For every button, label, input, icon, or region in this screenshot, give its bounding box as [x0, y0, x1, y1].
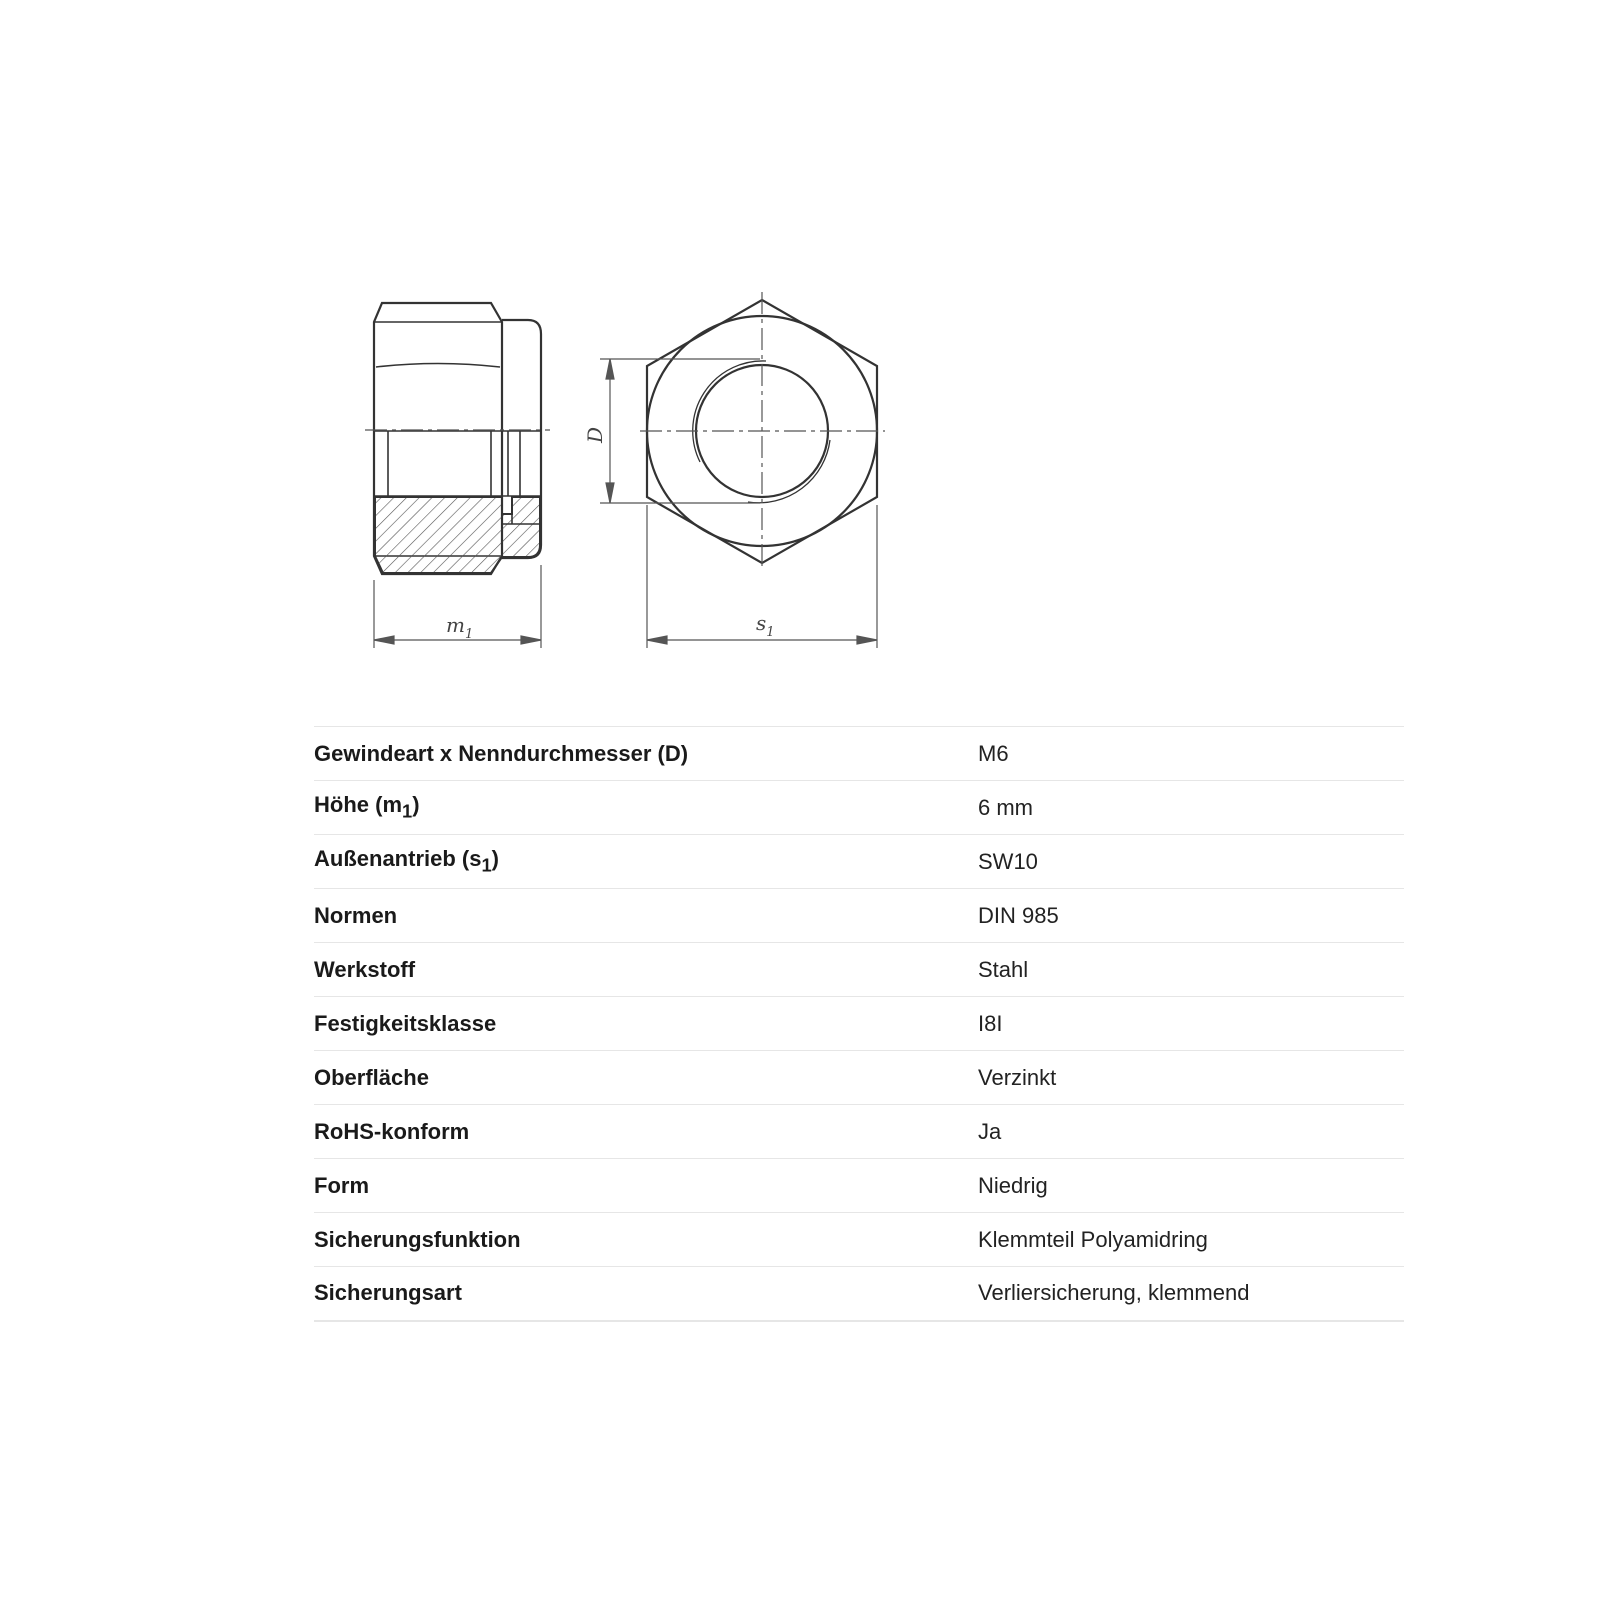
- spec-label: [314, 781, 978, 835]
- spec-table: [314, 726, 1404, 1322]
- spec-label-subscript: 1: [402, 800, 413, 822]
- spec-label-text: Festigkeitsklasse: [314, 1010, 497, 1036]
- spec-label: [314, 1051, 978, 1105]
- spec-value: SW10: [978, 848, 1038, 874]
- spec-value: Verliersicherung, klemmend: [978, 1280, 1250, 1306]
- spec-value: Stahl: [978, 956, 1029, 982]
- dimension-label-d: D: [583, 426, 607, 443]
- spec-label: [314, 889, 978, 943]
- spec-label: [314, 1105, 978, 1159]
- spec-row: [314, 1267, 1404, 1321]
- spec-label-text: Werkstoff: [314, 956, 416, 982]
- spec-label: [314, 1267, 978, 1321]
- spec-label-text: Höhe (m: [314, 792, 402, 818]
- spec-value: Ja: [978, 1118, 1002, 1144]
- spec-label-text: Sicherungsart: [314, 1280, 462, 1306]
- section-hatch: [375, 497, 540, 573]
- spec-row: [314, 1051, 1404, 1105]
- spec-label-text: Gewindeart x Nenndurchmesser (D): [314, 740, 689, 766]
- spec-label-text: Außenantrieb (s: [314, 846, 482, 872]
- spec-value: M6: [978, 740, 1009, 766]
- spec-value: Klemmteil Polyamidring: [978, 1226, 1208, 1252]
- front-centerlines: [640, 292, 885, 570]
- spec-value: 6 mm: [978, 794, 1033, 820]
- spec-row: [314, 1105, 1404, 1159]
- spec-label: [314, 1213, 978, 1267]
- spec-label: [314, 997, 978, 1051]
- nut-technical-drawing: [0, 0, 1600, 700]
- spec-label-text: Normen: [314, 902, 398, 928]
- spec-label: [314, 727, 978, 781]
- spec-row: [314, 1213, 1404, 1267]
- spec-row: [314, 1159, 1404, 1213]
- spec-value: DIN 985: [978, 902, 1059, 928]
- spec-label-suffix: ): [412, 792, 420, 818]
- spec-row: [314, 943, 1404, 997]
- spec-value: I8I: [978, 1010, 1003, 1036]
- spec-label-text: Sicherungsfunktion: [314, 1226, 521, 1252]
- spec-value: Niedrig: [978, 1172, 1048, 1198]
- spec-label: [314, 1159, 978, 1213]
- dimension-label-m1: $m_1$: [446, 613, 474, 642]
- spec-row: [314, 835, 1404, 889]
- spec-label: [314, 835, 978, 889]
- spec-label-subscript: 1: [481, 854, 492, 876]
- spec-label-text: Oberfläche: [314, 1064, 429, 1090]
- spec-label-text: RoHS-konform: [314, 1118, 470, 1144]
- spec-label-text: Form: [314, 1172, 369, 1198]
- spec-label: [314, 943, 978, 997]
- spec-label-suffix: ): [491, 846, 499, 872]
- spec-row: [314, 781, 1404, 835]
- spec-row: [314, 727, 1404, 781]
- spec-row: [314, 997, 1404, 1051]
- dimension-label-s1: $s_1$: [756, 611, 775, 640]
- spec-value: Verzinkt: [978, 1064, 1057, 1090]
- spec-row: [314, 889, 1404, 943]
